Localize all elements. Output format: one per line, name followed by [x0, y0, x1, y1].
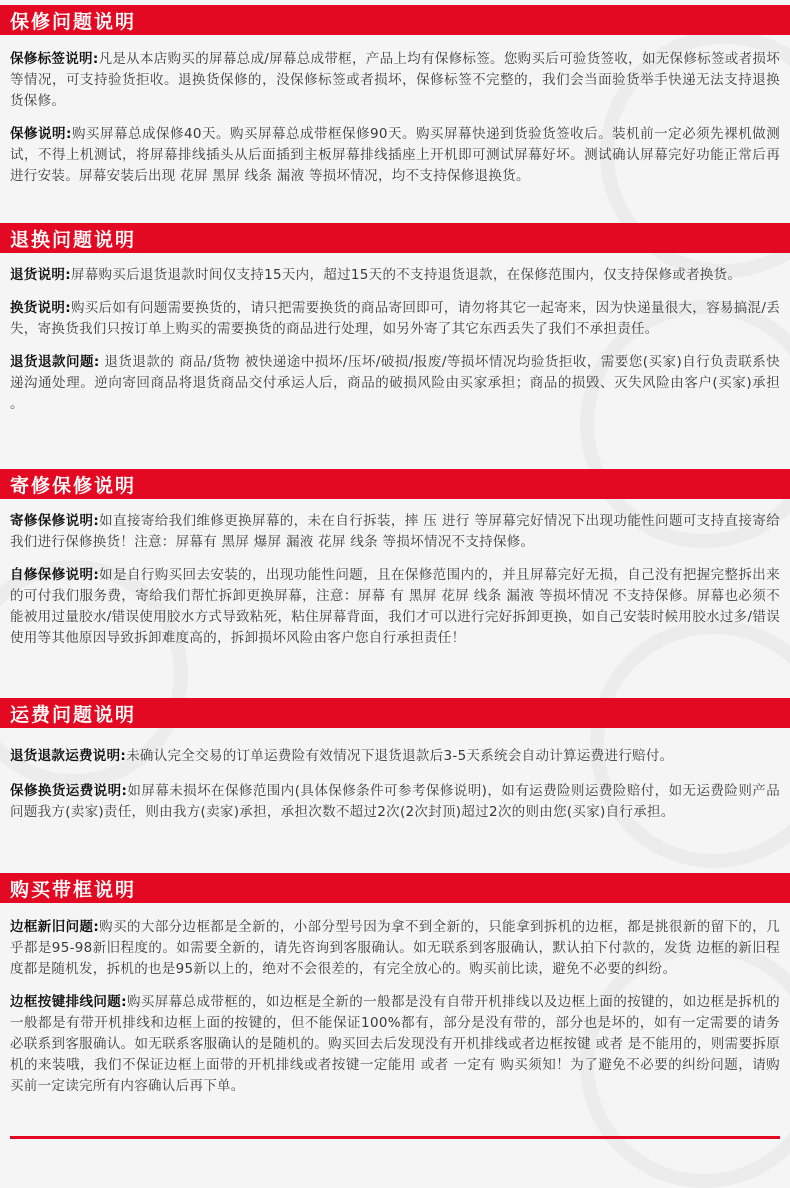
paragraph-label: 保修标签说明:	[10, 51, 99, 67]
section-mail-repair	[0, 469, 790, 655]
paragraph	[10, 992, 780, 1097]
paragraph-text: 购买屏幕总成带框的，如边框是全新的一般都是没有自带开机排线以及边框上面的按键的，如边框是拆机的一般都是有带开机排线和边框上面的按键的，但不能保证100%都有，部分是没有带的，部分也是坏的，如有一定需要的请务必联系到客服确认。如无联系客服确认的是随机的。购买回去后发现没有开机排线或者边框按键 或者 是不能用的，则需要拆原机的来装哦，我们不保证边框上面带的开机排线或者按键一定能用 或者 一定有 购买须知！为了避免不必要的纠纷问题，请购买前一定读完所有内容确认后再下单。	[10, 994, 780, 1094]
section-body-warranty	[0, 35, 790, 193]
paragraph	[10, 265, 780, 286]
paragraph-label: 退货退款运费说明:	[10, 748, 127, 764]
paragraph-label: 边框按键排线问题:	[10, 994, 127, 1010]
paragraph-text: 购买后如有问题需要换货的，请只把需要换货的商品寄回即可，请勿将其它一起寄来，因为快递量很大，容易搞混/丢失，寄换货我们只按订单上购买的需要换货的商品进行处理，如另外寄了其它东西丢失了我们不承担责任。	[10, 300, 780, 337]
paragraph	[10, 511, 780, 553]
section-title-frame: 购买带框说明	[0, 873, 790, 903]
paragraph-text: 如是自行购买回去安装的，出现功能性问题，且在保修范围内的，并且屏幕完好无损，自己没有把握完整拆出来的可付我们服务费，寄给我们帮忙拆卸更换屏幕，注意：屏幕 有 黑屏 花屏 线条 漏液 等损坏情况 不支持保修。屏幕也必须不能被用过量胶水/错误使用胶水方式导致粘死，粘住屏幕背面，我们才可以进行完好拆卸更换，如自己安装时候用胶水过多/错误使用等其他原因导致拆卸难度高的，拆卸损坏风险由客户您自行承担责任！	[10, 567, 780, 646]
paragraph-label: 换货说明:	[10, 300, 71, 316]
paragraph	[10, 917, 780, 980]
section-frame	[0, 873, 790, 1103]
paragraph-text: 退货退款的 商品/货物 被快递途中损坏/压坏/破损/报废/等损坏情况均验货拒收，需要您(买家)自行负责联系快递沟通处理。逆向寄回商品将退货商品交付承运人后，商品的破损风险由买家承担；商品的损毁、灭失风险由客户(买家)承担 。	[10, 354, 780, 412]
section-shipping	[0, 698, 790, 829]
paragraph-label: 自修保修说明:	[10, 567, 100, 583]
paragraph-text: 凡是从本店购买的屏幕总成/屏幕总成带框，产品上均有保修标签。您购买后可验货签收，如无保修标签或者损坏等情况，可支持验货拒收。退换货保修的，没保修标签或者损坏，保修标签不完整的，我们会当面验货举手快递无法支持退换货保修。	[10, 51, 781, 109]
paragraph-label: 边框新旧问题:	[10, 919, 100, 935]
paragraph-text: 购买的大部分边框都是全新的，小部分型号因为拿不到全新的，只能拿到拆机的边框，都是挑很新的留下的，几乎都是95-98新旧程度的。如需要全新的，请先咨询到客服确认。如无联系到客服确认，默认拍下付款的，发货 边框的新旧程度都是随机发，拆机的也是95新以上的，绝对不会很差的，有完全放心的。购买前比读，避免不必要的纠纷。	[10, 919, 780, 977]
paragraph-text: 屏幕购买后退货退款时间仅支持15天内，超过15天的不支持退货退款，在保修范围内，仅支持保修或者换货。	[70, 267, 742, 283]
section-body-mail-repair	[0, 499, 790, 655]
section-body-returns	[0, 253, 790, 421]
paragraph	[10, 49, 780, 112]
paragraph	[10, 781, 780, 823]
paragraph-label: 寄修保修说明:	[10, 513, 100, 529]
paragraph	[10, 124, 780, 187]
paragraph	[10, 565, 780, 649]
paragraph-label: 保修换货运费说明:	[10, 783, 128, 799]
section-returns	[0, 223, 790, 421]
section-warranty	[0, 5, 790, 193]
section-title-shipping: 运费问题说明	[0, 698, 790, 728]
paragraph-label: 退货退款问题:	[10, 354, 100, 370]
paragraph-label: 保修说明:	[10, 126, 72, 142]
paragraph-text: 购买屏幕总成保修40天。购买屏幕总成带框保修90天。购买屏幕快递到货验货签收后。装机前一定必须先裸机做测试，不得上机测试，将屏幕排线插头从后面插到主板屏幕排线插座上开机即可测试屏幕好坏。测试确认屏幕完好功能正常后再进行安装。屏幕安装后出现 花屏 黑屏 线条 漏液 等损坏情况，均不支持保修退换货。	[10, 126, 780, 184]
section-title-mail-repair: 寄修保修说明	[0, 469, 790, 499]
section-title-warranty: 保修问题说明	[0, 5, 790, 35]
paragraph	[10, 746, 780, 767]
paragraph-text: 如直接寄给我们维修更换屏幕的，未在自行拆装，摔 压 进行 等屏幕完好情况下出现功能性问题可支持直接寄给我们进行保修换货！注意：屏幕有 黑屏 爆屏 漏液 花屏 线条 等损坏情况不支持保修。	[10, 513, 781, 550]
bottom-divider	[10, 1136, 780, 1139]
section-body-frame	[0, 903, 790, 1103]
paragraph-label: 退货说明:	[10, 267, 71, 283]
paragraph-text: 如屏幕未损坏在保修范围内(具体保修条件可参考保修说明)，如有运费险则运费险赔付，如无运费险则产品问题我方(卖家)责任，则由我方(卖家)承担，承担次数不超过2次(2次封顶)超过2次的则由您(买家)自行承担。	[10, 783, 780, 820]
paragraph	[10, 352, 780, 415]
paragraph	[10, 298, 780, 340]
section-title-returns: 退换问题说明	[0, 223, 790, 253]
paragraph-text: 未确认完全交易的订单运费险有效情况下退货退款后3-5天系统会自动计算运费进行赔付。	[126, 748, 674, 764]
section-body-shipping	[0, 728, 790, 829]
